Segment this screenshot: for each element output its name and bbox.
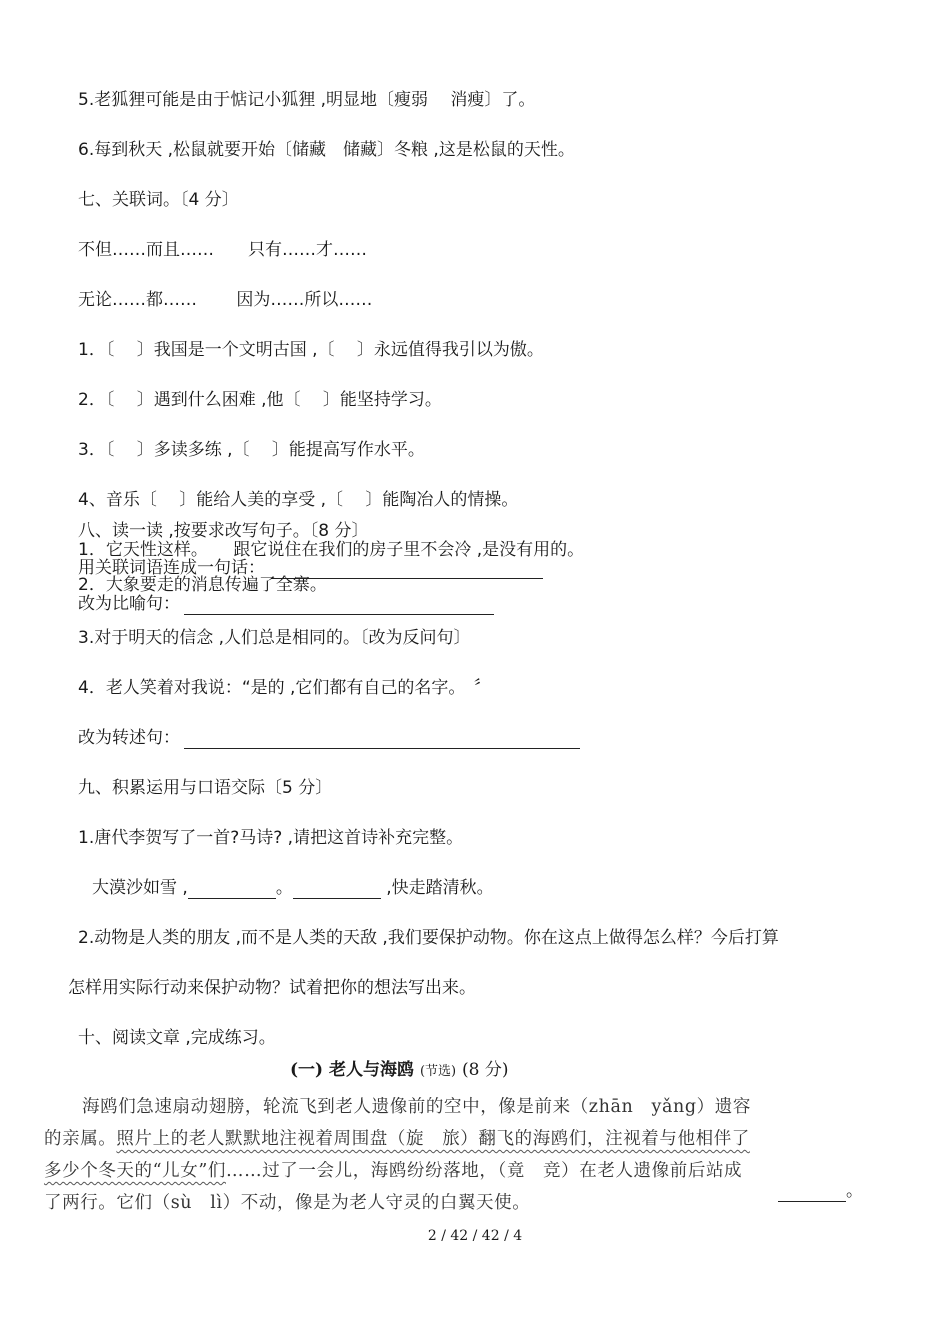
section-10-heading: 十、阅读文章 ,完成练习。 [78,1028,276,1048]
wavy-underlined-text: 照片上的老人默默地注视着周围盘（旋 旅）翻飞的海鸥们，注视着与他相伴了 [116,1129,750,1149]
poem-blank-2[interactable] [293,880,381,899]
section-9-heading: 九、积累运用与口语交际〔5 分〕 [78,778,333,798]
poem-blank-1[interactable] [188,880,276,899]
prompt-label: 改为转述句： [78,728,180,748]
reading-line-2 [44,1127,750,1151]
poem-part-a: 大漠沙如雪 , [92,878,188,898]
question-6: 6.每到秋天 ,松鼠就要开始〔储藏 储藏〕冬粮 ,这是松鼠的天性。 [78,140,575,160]
conjunction-row-1: 不但……而且…… 只有……才…… [78,240,367,260]
question-7-1: 1．〔 〕我国是一个文明古国 ,〔 〕永远值得我引以为傲。 [78,340,544,360]
question-7-2: 2．〔 〕遇到什么困难 ,他〔 〕能坚持学习。 [78,390,442,410]
reading-line-3 [44,1159,742,1183]
question-9-2-line-2: 怎样用实际行动来保护动物？试着把你的想法写出来。 [68,978,476,998]
title-points: (8 分) [462,1060,509,1080]
prompt-label: 改为比喻句： [78,594,180,614]
reading-text: 的亲属。 [44,1129,117,1149]
trailing-answer-line [778,1180,863,1202]
section-7-heading: 七、关联词。〔4 分〕 [78,190,239,210]
title-text: 老人与海鸥 [329,1060,415,1080]
poem-part-c: ,快走踏清秋。 [380,878,494,898]
question-8-2: 2．大象要走的消息传遍了全寨。 [78,575,327,595]
question-8-1: 1．它天性这样。 跟它说住在我们的房子里不会冷 ,是没有用的。 [78,540,585,560]
reading-text: ……过了一会儿，海鸥纷纷落地，（竟 竞）在老人遗像前后站成 [226,1161,743,1181]
answer-blank[interactable] [778,1183,846,1202]
title-number: (一) [290,1060,324,1080]
reading-line-4: 了两行。它们（sù lì）不动，像是为老人守灵的白翼天使。 [44,1193,531,1213]
title-note: (节选) [419,1064,457,1079]
answer-blank[interactable] [184,596,494,615]
prompt-label: 用关联词语连成一句话： [78,558,265,578]
section-8-heading: 八、读一读 ,按要求改写句子。〔8 分〕 [78,521,369,541]
question-7-3: 3．〔 〕多读多练 ,〔 〕能提高写作水平。 [78,440,425,460]
trailing-period: 。 [846,1181,863,1201]
page-number: 2 / 42 / 42 / 4 [427,1228,523,1244]
question-8-4-prompt [78,727,580,749]
question-9-1: 1.唐代李贺写了一首?马诗? ,请把这首诗补充完整。 [78,828,464,848]
question-9-2-line-1: 2.动物是人类的朋友 ,而不是人类的天敌 ,我们要保护动物。你在这点上做得怎么样？今后打算 [78,928,779,948]
reading-title [290,1055,509,1080]
answer-blank[interactable] [184,730,580,749]
conjunction-row-2: 无论……都…… 因为……所以…… [78,290,373,310]
wavy-underlined-text: 多少个冬天的“儿女”们 [44,1161,226,1181]
question-8-2-prompt [78,593,494,615]
question-8-3: 3.对于明天的信念 ,人们总是相同的。〔改为反问句〕 [78,628,471,648]
question-7-4: 4、音乐〔 〕能给人美的享受 ,〔 〕能陶冶人的情操。 [78,490,519,510]
reading-line-1: 海鸥们急速扇动翅膀，轮流飞到老人遗像前的空中，像是前来（zhān yǎng）遗容 [82,1097,751,1117]
poem-line [92,877,494,899]
question-5: 5.老狐狸可能是由于惦记小狐狸 ,明显地〔瘦弱 消瘦〕了。 [78,90,536,110]
poem-part-b: 。 [275,878,293,898]
question-8-4: 4．老人笑着对我说：“是的 ,它们都有自己的名字。 〞 [78,678,491,698]
